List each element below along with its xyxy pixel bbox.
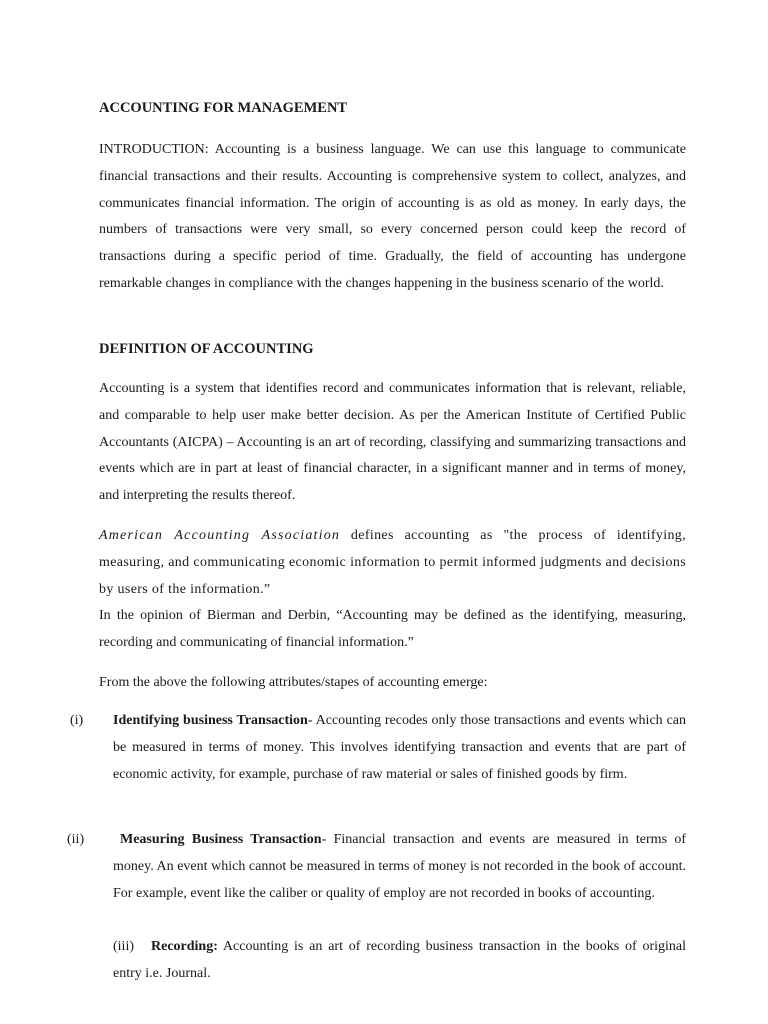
list-item-number: (iii)	[113, 939, 134, 954]
list-item-title: Measuring Business Transaction	[120, 832, 322, 847]
definition-paragraph: Accounting is a system that identifies record and communicates information that is relevant, reliable, and comparable to help user make better decision. As per the American Institute of Certified Public Accountants (AICPA) – Accounting is an art of recording, classifying and summarizing transactions and events which are in part at least of financial character, in a significant manner and in terms of money, and interpreting the results thereof.	[99, 381, 686, 504]
definition-heading: DEFINITION OF ACCOUNTING	[99, 341, 314, 357]
list-item-number: (ii)	[67, 832, 85, 847]
introduction-paragraph: INTRODUCTION: Accounting is a business language. We can use this language to communicate financial transactions and their results. Accounting is comprehensive system to collect, analyzes, and communicates financial information. The origin of accounting is as old as money. In early days, the numbers of transactions were very small, so every concerned person could keep the record of transactions during a specific period of time. Gradually, the field of accounting has undergone remarkable changes in compliance with the changes happening in the business scenario of the world.	[99, 142, 686, 291]
list-item-text: - Accounting recodes only those transactions and events which can be measured in terms of money. This involves identifying transaction and events that are part of economic activity, for example, purchase of raw material or sales of finished goods by firm.	[113, 713, 687, 782]
bierman-definition-paragraph: In the opinion of Bierman and Derbin, “Accounting may be defined as the identifying, measuring, recording and communicating of financial information.”	[99, 608, 686, 650]
document-title: ACCOUNTING FOR MANAGEMENT	[99, 100, 348, 116]
list-item-identifying	[113, 708, 686, 788]
list-item-title: Identifying business Transaction	[113, 713, 308, 728]
list-item-measuring	[113, 827, 686, 907]
aaa-definition-text: defines accounting as "the process of identifying, measuring, and communicating economic information to permit informed judgments and decisions by users of the information.”	[99, 528, 686, 597]
attributes-intro: From the above the following attributes/stapes of accounting emerge:	[99, 675, 488, 690]
list-item-text: - Financial transaction and events are measured in terms of money. An event which cannot be measured in terms of money is not recorded in the book of account. For example, event like the caliber or quality of employ are not recorded in books of accounting.	[113, 832, 686, 901]
list-item-recording	[113, 934, 686, 988]
list-item-title: Recording:	[151, 939, 218, 954]
aaa-organization: American Accounting Association	[99, 528, 341, 543]
aaa-definition-paragraph	[99, 523, 686, 603]
list-item-number: (i)	[70, 713, 84, 728]
list-item-text: Accounting is an art of recording business transaction in the books of original entry i.e. Journal.	[113, 939, 686, 981]
